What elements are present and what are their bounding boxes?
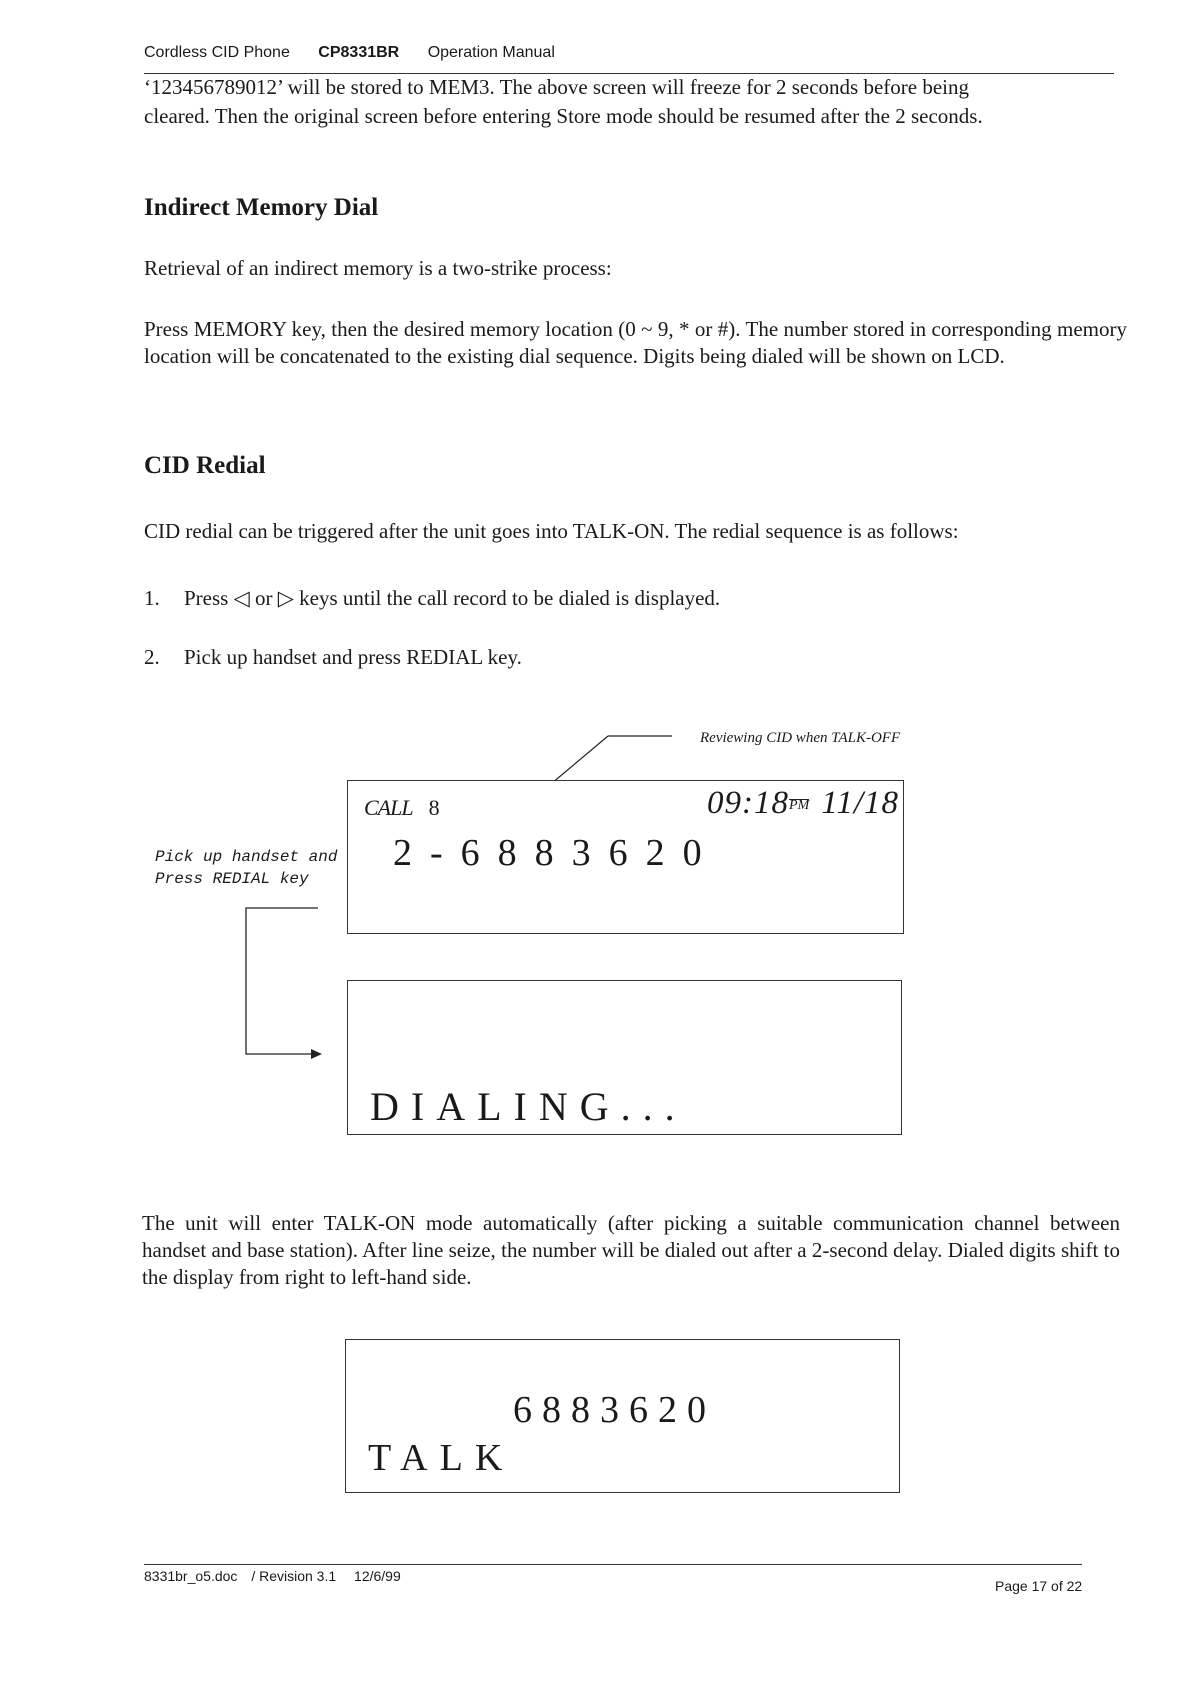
talk-mode-para: The unit will enter TALK-ON mode automatically (after picking a suitable communication channel between handset and base station). After line seize, the number will be dialed out after a 2-second delay. Dialed digits shift to the display from right to left-hand side. [142,1211,1120,1289]
cid-para: CID redial can be triggered after the unit goes into TALK-ON. The redial sequence is as follows: [144,519,959,543]
annotation-pickup-line-2: Press REDIAL key [155,870,309,888]
heading-cid-redial: CID Redial [144,452,266,479]
lcd-call-number: 8 [428,795,440,820]
annotation-reviewing-cid: Reviewing CID when TALK-OFF [700,730,901,746]
step-2-text: Pick up handset and press REDIAL key. [184,645,522,669]
intro-line-2: cleared. Then the original screen before entering Store mode should be resumed after the 2 seconds. [144,104,983,128]
step-1-text: Press ◁ or ▷ keys until the call record to be dialed is displayed. [184,586,721,610]
redial-flow-arrowhead [311,1049,322,1059]
page-footer-left [144,1568,401,1584]
lcd-talk-mode: TALK [368,1437,515,1479]
lcd-display-cid [347,780,904,934]
annotation-pickup-line-1: Pick up handset and [155,848,338,866]
header-doc-type: Operation Manual [427,44,555,61]
lcd-dialing-text: DIALING... [370,1084,687,1129]
footer-date: 12/6/99 [354,1568,401,1584]
redial-flow-arrow [246,908,318,1054]
lcd-ampm: PM [789,798,810,813]
footer-page-number: Page 17 of 22 [995,1578,1083,1594]
lcd-call-label: CALL [364,795,413,820]
footer-rule [144,1564,1082,1565]
lcd-call-row [364,795,440,821]
lcd-date: 11/18 [821,785,899,821]
lcd-datetime [707,785,899,822]
lcd-talk-number: 6883620 [513,1389,716,1431]
heading-indirect-memory-dial: Indirect Memory Dial [144,194,379,221]
footer-revision: / Revision 3.1 [251,1568,337,1584]
indirect-para-1: Retrieval of an indirect memory is a two-strike process: [144,256,612,280]
lcd-display-dialing [347,980,902,1135]
header-model: CP8331BR [318,44,400,61]
lcd-display-talk [345,1339,900,1493]
lcd-cid-number: 2-6883620 [393,832,720,874]
step-2-number: 2. [144,645,160,669]
header-product: Cordless CID Phone [144,44,290,61]
footer-file: 8331br_o5.doc [144,1568,238,1584]
step-1-number: 1. [144,586,160,610]
intro-line-1: ‘123456789012’ will be stored to MEM3. The above screen will freeze for 2 seconds before being [144,75,969,99]
lcd-time: 09:18 [707,785,790,821]
indirect-para-2: Press MEMORY key, then the desired memory location (0 ~ 9, * or #). The number stored in corresponding memory location will be concatenated to the existing dial sequence. Digits being dialed will be shown on LCD. [144,317,1127,368]
